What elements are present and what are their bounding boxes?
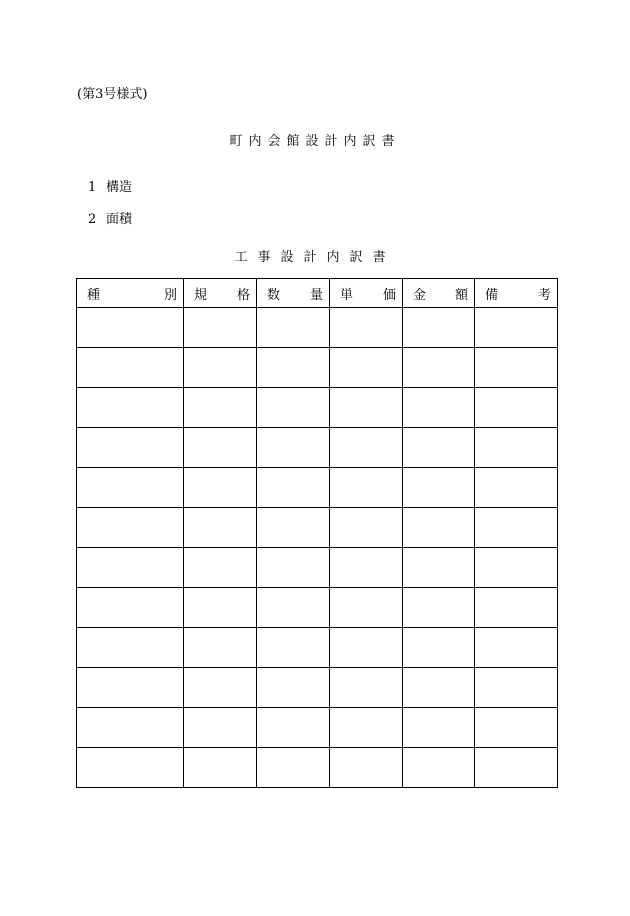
document-title: 町内会館設計内訳書 bbox=[229, 134, 401, 149]
header-quantity: 数 量 bbox=[257, 279, 330, 308]
table-cell bbox=[475, 708, 558, 748]
table-cell bbox=[257, 548, 330, 588]
table-cell bbox=[330, 468, 403, 508]
table-row bbox=[77, 428, 558, 468]
table-cell bbox=[184, 548, 257, 588]
table-cell bbox=[330, 708, 403, 748]
table-title: 工事設計内訳書 bbox=[234, 250, 396, 265]
table-cell bbox=[330, 628, 403, 668]
table-cell bbox=[475, 388, 558, 428]
table-cell bbox=[475, 348, 558, 388]
table-cell bbox=[403, 428, 475, 468]
table-cell bbox=[403, 508, 475, 548]
table-cell bbox=[403, 468, 475, 508]
table-header-row bbox=[77, 279, 558, 308]
table-cell bbox=[184, 508, 257, 548]
table-row bbox=[77, 508, 558, 548]
breakdown-table bbox=[76, 278, 558, 788]
table-row bbox=[77, 308, 558, 348]
table-cell bbox=[257, 748, 330, 788]
table-cell bbox=[257, 508, 330, 548]
table-cell bbox=[330, 548, 403, 588]
table-cell bbox=[475, 668, 558, 708]
table-cell bbox=[403, 388, 475, 428]
table-cell bbox=[184, 708, 257, 748]
table-cell bbox=[403, 668, 475, 708]
table-cell bbox=[475, 588, 558, 628]
header-unit-price: 単 価 bbox=[330, 279, 403, 308]
table-cell bbox=[330, 348, 403, 388]
table-cell bbox=[77, 308, 184, 348]
item-number: 1 bbox=[88, 180, 97, 195]
table-cell bbox=[77, 628, 184, 668]
table-cell bbox=[77, 388, 184, 428]
table-cell bbox=[77, 508, 184, 548]
table-row bbox=[77, 388, 558, 428]
table-cell bbox=[184, 308, 257, 348]
table-cell bbox=[77, 748, 184, 788]
table-cell bbox=[257, 468, 330, 508]
table-cell bbox=[184, 388, 257, 428]
table-cell bbox=[330, 668, 403, 708]
table-row bbox=[77, 588, 558, 628]
item-label: 面積 bbox=[106, 212, 133, 227]
table-cell bbox=[403, 748, 475, 788]
item-label: 構造 bbox=[106, 180, 133, 195]
table-cell bbox=[330, 588, 403, 628]
table-cell bbox=[184, 588, 257, 628]
table-cell bbox=[330, 388, 403, 428]
table-cell bbox=[475, 548, 558, 588]
header-category: 種 別 bbox=[77, 279, 184, 308]
table-cell bbox=[184, 348, 257, 388]
table-cell bbox=[184, 468, 257, 508]
table-cell bbox=[403, 308, 475, 348]
table-cell bbox=[403, 348, 475, 388]
table-cell bbox=[184, 668, 257, 708]
table-row bbox=[77, 708, 558, 748]
table-cell bbox=[403, 548, 475, 588]
table-cell bbox=[257, 708, 330, 748]
table-cell bbox=[257, 308, 330, 348]
table-cell bbox=[403, 628, 475, 668]
item-area bbox=[88, 208, 132, 227]
table-cell bbox=[77, 668, 184, 708]
table-row bbox=[77, 748, 558, 788]
item-number: 2 bbox=[88, 212, 97, 227]
table-cell bbox=[77, 468, 184, 508]
table-cell bbox=[257, 588, 330, 628]
table-cell bbox=[77, 548, 184, 588]
table-cell bbox=[475, 748, 558, 788]
table-cell bbox=[257, 348, 330, 388]
table-cell bbox=[475, 308, 558, 348]
table-cell bbox=[475, 628, 558, 668]
header-spec: 規 格 bbox=[184, 279, 257, 308]
table-cell bbox=[184, 748, 257, 788]
table-cell bbox=[184, 428, 257, 468]
table-cell bbox=[184, 628, 257, 668]
table-cell bbox=[330, 428, 403, 468]
table-cell bbox=[257, 668, 330, 708]
table-cell bbox=[77, 428, 184, 468]
table-cell bbox=[330, 748, 403, 788]
table-row bbox=[77, 348, 558, 388]
table-cell bbox=[403, 708, 475, 748]
table-cell bbox=[475, 508, 558, 548]
table-cell bbox=[77, 708, 184, 748]
table-cell bbox=[77, 348, 184, 388]
table-cell bbox=[257, 428, 330, 468]
item-structure bbox=[88, 176, 132, 195]
header-amount: 金 額 bbox=[403, 279, 475, 308]
table-row bbox=[77, 548, 558, 588]
table-cell bbox=[257, 628, 330, 668]
table-cell bbox=[475, 468, 558, 508]
table-cell bbox=[257, 388, 330, 428]
table-row bbox=[77, 468, 558, 508]
table-cell bbox=[330, 308, 403, 348]
header-remarks: 備 考 bbox=[475, 279, 558, 308]
table-cell bbox=[403, 588, 475, 628]
table-cell bbox=[475, 428, 558, 468]
table-body bbox=[77, 308, 558, 788]
table-row bbox=[77, 668, 558, 708]
form-number: (第3号様式) bbox=[77, 87, 148, 102]
table-cell bbox=[77, 588, 184, 628]
table-cell bbox=[330, 508, 403, 548]
table-row bbox=[77, 628, 558, 668]
